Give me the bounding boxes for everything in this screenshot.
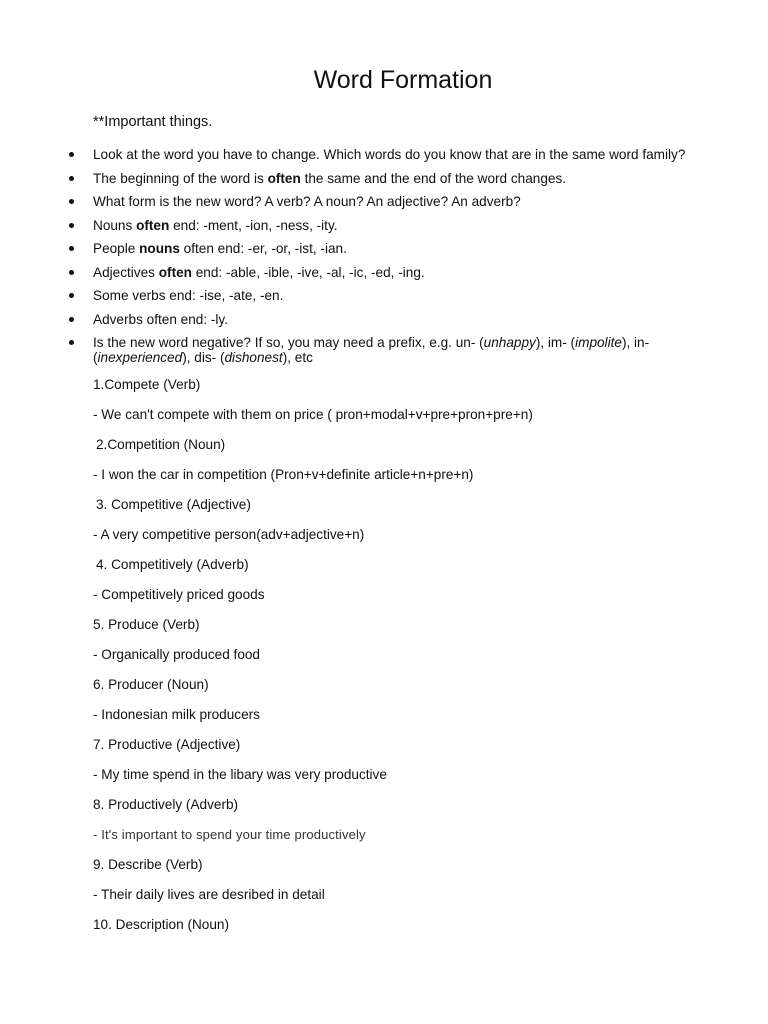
bullet-bold-text: nouns — [139, 241, 180, 256]
list-item — [0, 147, 768, 162]
bullet-bold-text: often — [136, 217, 170, 233]
bullet-text: end: -able, -ible, -ive, -al, -ic, -ed, -ing. — [191, 264, 425, 280]
bullet-italic-text: impolite — [575, 335, 622, 350]
bullet-text: Is the new word negative? If so, you may need a prefix, e.g. un- ( — [93, 335, 484, 350]
bullet-text: Some verbs end: -ise, -ate, -en. — [93, 288, 284, 303]
bullet-text: end: -ment, -ion, -ness, -ity. — [169, 217, 338, 233]
bullet-text: often end: -er, -or, -ist, -ian. — [179, 241, 347, 256]
list-item — [0, 194, 768, 209]
bullet-text: ( — [93, 350, 98, 365]
example-sentence: - My time spend in the libary was very productive — [93, 767, 387, 782]
example-heading: 1.Compete (Verb) — [93, 377, 201, 392]
bullet-icon — [69, 340, 74, 345]
bullet-text: The beginning of the word is — [93, 170, 268, 186]
example-sentence: - Competitively priced goods — [93, 587, 265, 602]
bullet-italic-text: inexperienced — [97, 350, 183, 365]
list-item — [0, 241, 768, 256]
bullet-text: ), dis- ( — [182, 350, 225, 365]
example-heading: 10. Description (Noun) — [93, 917, 229, 932]
example-sentence: - It's important to spend your time productively — [93, 827, 366, 842]
list-item — [0, 171, 768, 186]
example-sentence: - A very competitive person(adv+adjective+n) — [93, 527, 365, 542]
bullet-icon — [69, 246, 74, 251]
example-heading: 6. Producer (Noun) — [93, 677, 209, 692]
bullet-text: ), in- — [621, 335, 650, 350]
bullet-text: Adverbs often end: -ly. — [93, 311, 229, 327]
bullet-icon — [69, 270, 74, 275]
example-sentence: - I won the car in competition (Pron+v+definite article+n+pre+n) — [93, 467, 474, 482]
list-item — [0, 312, 768, 327]
bullet-icon — [69, 152, 74, 157]
bullet-icon — [69, 317, 74, 322]
example-sentence: - We can't compete with them on price ( pron+modal+v+pre+pron+pre+n) — [93, 407, 533, 422]
example-heading: 5. Produce (Verb) — [93, 617, 200, 632]
example-sentence: - Their daily lives are desribed in detail — [93, 887, 325, 902]
example-heading: 4. Competitively (Adverb) — [96, 557, 249, 572]
bullet-text: the same and the end of the word changes. — [300, 170, 567, 186]
bullet-text: Look at the word you have to change. Which words do you know that are in the same word family? — [93, 147, 686, 162]
bullet-italic-text: unhappy — [483, 335, 536, 350]
bullet-text: ), etc — [282, 350, 313, 365]
bullet-line-two — [93, 350, 728, 365]
bullet-italic-text: dishonest — [224, 350, 283, 365]
example-sentence: - Organically produced food — [93, 647, 260, 662]
list-item — [0, 265, 768, 280]
example-heading: 3. Competitive (Adjective) — [96, 497, 251, 512]
subheading: **Important things. — [93, 114, 213, 130]
examples-list — [93, 377, 733, 947]
example-sentence: - Indonesian milk producers — [93, 707, 260, 722]
example-heading: 2.Competition (Noun) — [96, 437, 226, 452]
bullet-icon — [69, 293, 74, 298]
bullet-bold-text: often — [158, 264, 192, 280]
list-item — [0, 335, 768, 365]
list-item — [0, 288, 768, 303]
bullet-text: Nouns — [93, 217, 137, 233]
list-item — [0, 218, 768, 233]
page-title: Word Formation — [313, 66, 493, 94]
example-heading: 9. Describe (Verb) — [93, 857, 203, 872]
bullet-text: Adjectives — [93, 264, 159, 280]
example-heading: 8. Productively (Adverb) — [93, 797, 239, 812]
bullet-icon — [69, 176, 74, 181]
bullet-text: ), im- ( — [535, 335, 576, 350]
bullet-text: What form is the new word? A verb? A noun? An adjective? An adverb? — [93, 194, 521, 209]
bullet-icon — [69, 199, 74, 204]
bullet-bold-text: often — [267, 170, 301, 186]
bullet-icon — [69, 223, 74, 228]
bullet-list — [0, 147, 768, 374]
example-heading: 7. Productive (Adjective) — [93, 737, 241, 752]
bullet-text: People — [93, 241, 140, 256]
